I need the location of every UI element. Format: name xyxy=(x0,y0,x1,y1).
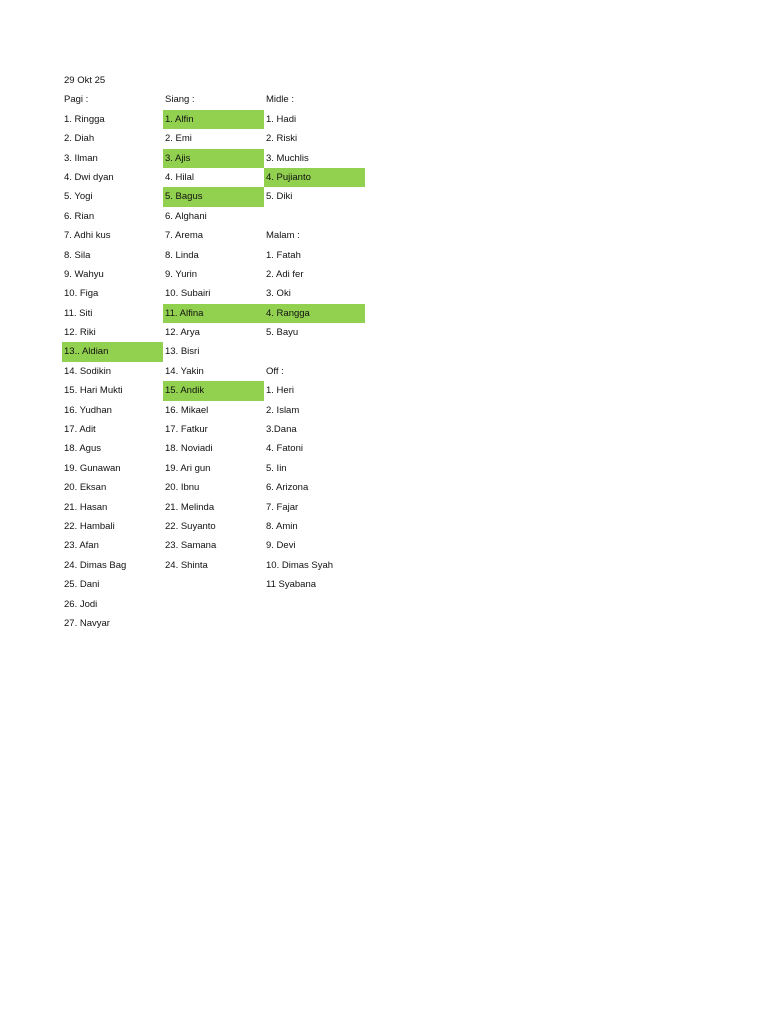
name-cell[interactable]: 3.Dana xyxy=(266,424,297,436)
name-cell[interactable]: 1. Ringga xyxy=(64,113,105,125)
name-cell[interactable]: 1. Heri xyxy=(266,385,294,397)
name-cell[interactable]: 13. Bisri xyxy=(165,346,200,358)
name-cell[interactable]: 3. Ajis xyxy=(163,149,264,168)
name-cell[interactable]: 14. Sodikin xyxy=(64,365,112,377)
name-cell[interactable]: 18. Agus xyxy=(64,443,101,455)
name-cell[interactable]: 26. Jodi xyxy=(64,598,98,610)
name-cell[interactable]: 3. Muchlis xyxy=(266,152,309,164)
empty-cell[interactable] xyxy=(163,71,264,90)
name-cell[interactable]: 14. Yakin xyxy=(165,365,204,377)
name-cell[interactable]: 5. Bagus xyxy=(163,187,264,206)
name-cell[interactable]: 2. Diah xyxy=(64,133,95,145)
column-pagi xyxy=(62,71,163,633)
midle-list xyxy=(264,110,365,207)
empty-cell[interactable] xyxy=(264,342,365,361)
pagi-header[interactable]: Pagi : xyxy=(64,94,89,106)
name-cell[interactable]: 27. Navyar xyxy=(64,617,110,629)
name-cell[interactable]: 15. Andik xyxy=(163,381,264,400)
name-cell[interactable]: 8. Amin xyxy=(266,520,298,532)
name-cell[interactable]: 6. Alghani xyxy=(165,210,207,222)
name-cell[interactable]: 5. Yogi xyxy=(64,191,93,203)
siang-header[interactable]: Siang : xyxy=(165,94,195,106)
name-cell[interactable]: 4. Pujianto xyxy=(264,168,365,187)
name-cell[interactable]: 21. Hasan xyxy=(64,501,108,513)
name-cell[interactable]: 3. Oki xyxy=(266,288,291,300)
off-list xyxy=(264,381,365,594)
column-siang xyxy=(163,71,264,575)
pagi-list xyxy=(62,110,163,634)
name-cell[interactable]: 8. Linda xyxy=(165,249,199,261)
name-cell[interactable]: 17. Fatkur xyxy=(165,424,208,436)
name-cell[interactable]: 5. Diki xyxy=(266,191,293,203)
name-cell[interactable]: 1. Fatah xyxy=(266,249,301,261)
name-cell[interactable]: 11 Syabana xyxy=(266,579,317,591)
midle-header[interactable]: Midle : xyxy=(266,94,294,106)
name-cell[interactable]: 6. Arizona xyxy=(266,482,309,494)
name-cell[interactable]: 22. Suyanto xyxy=(165,520,216,532)
malam-list xyxy=(264,246,365,343)
name-cell[interactable]: 2. Islam xyxy=(266,404,300,416)
name-cell[interactable]: 9. Devi xyxy=(266,540,296,552)
name-cell[interactable]: 8. Sila xyxy=(64,249,91,261)
name-cell[interactable]: 10. Dimas Syah xyxy=(266,559,334,571)
siang-list xyxy=(163,110,264,575)
name-cell[interactable]: 22. Hambali xyxy=(64,520,115,532)
name-cell[interactable]: 25. Dani xyxy=(64,579,100,591)
name-cell[interactable]: 24. Dimas Bag xyxy=(64,559,127,571)
empty-cell[interactable] xyxy=(264,207,365,226)
name-cell[interactable]: 7. Arema xyxy=(165,230,204,242)
empty-cell[interactable] xyxy=(264,71,365,90)
name-cell[interactable]: 24. Shinta xyxy=(165,559,208,571)
off-header[interactable]: Off : xyxy=(266,365,284,377)
name-cell[interactable]: 1. Hadi xyxy=(266,113,297,125)
name-cell[interactable]: 21. Melinda xyxy=(165,501,215,513)
name-cell[interactable]: 12. Riki xyxy=(64,327,96,339)
name-cell[interactable]: 23. Afan xyxy=(64,540,99,552)
date-cell[interactable]: 29 Okt 25 xyxy=(64,75,106,86)
name-cell[interactable]: 2. Emi xyxy=(165,133,192,145)
name-cell[interactable]: 17. Adit xyxy=(64,424,96,436)
name-cell[interactable]: 11. Alfina xyxy=(163,304,264,323)
name-cell[interactable]: 9. Wahyu xyxy=(64,268,104,280)
name-cell[interactable]: 16. Mikael xyxy=(165,404,209,416)
name-cell[interactable]: 4. Dwi dyan xyxy=(64,171,114,183)
name-cell[interactable]: 4. Fatoni xyxy=(266,443,303,455)
name-cell[interactable]: 7. Adhi kus xyxy=(64,230,111,242)
name-cell[interactable]: 16. Yudhan xyxy=(64,404,112,416)
name-cell[interactable]: 2. Adi fer xyxy=(266,268,304,280)
name-cell[interactable]: 5. Iin xyxy=(266,462,287,474)
name-cell[interactable]: 18. Noviadi xyxy=(165,443,213,455)
name-cell[interactable]: 15. Hari Mukti xyxy=(64,385,123,397)
name-cell[interactable]: 23. Samana xyxy=(165,540,217,552)
name-cell[interactable]: 5. Bayu xyxy=(266,327,299,339)
name-cell[interactable]: 13.. Aldian xyxy=(62,342,163,361)
name-cell[interactable]: 10. Subairi xyxy=(165,288,211,300)
name-cell[interactable]: 9. Yurin xyxy=(165,268,198,280)
name-cell[interactable]: 1. Alfin xyxy=(163,110,264,129)
name-cell[interactable]: 19. Ari gun xyxy=(165,462,211,474)
name-cell[interactable]: 4. Hilal xyxy=(165,171,195,183)
name-cell[interactable]: 4. Rangga xyxy=(264,304,365,323)
column-midle-malam-off xyxy=(264,71,365,595)
name-cell[interactable]: 20. Ibnu xyxy=(165,482,200,494)
name-cell[interactable]: 19. Gunawan xyxy=(64,462,121,474)
name-cell[interactable]: 7. Fajar xyxy=(266,501,299,513)
name-cell[interactable]: 6. Rian xyxy=(64,210,95,222)
name-cell[interactable]: 11. Siti xyxy=(64,307,93,319)
malam-header[interactable]: Malam : xyxy=(266,230,300,242)
name-cell[interactable]: 3. Ilman xyxy=(64,152,98,164)
name-cell[interactable]: 10. Figa xyxy=(64,288,99,300)
name-cell[interactable]: 12. Arya xyxy=(165,327,200,339)
name-cell[interactable]: 20. Eksan xyxy=(64,482,107,494)
name-cell[interactable]: 2. Riski xyxy=(266,133,298,145)
